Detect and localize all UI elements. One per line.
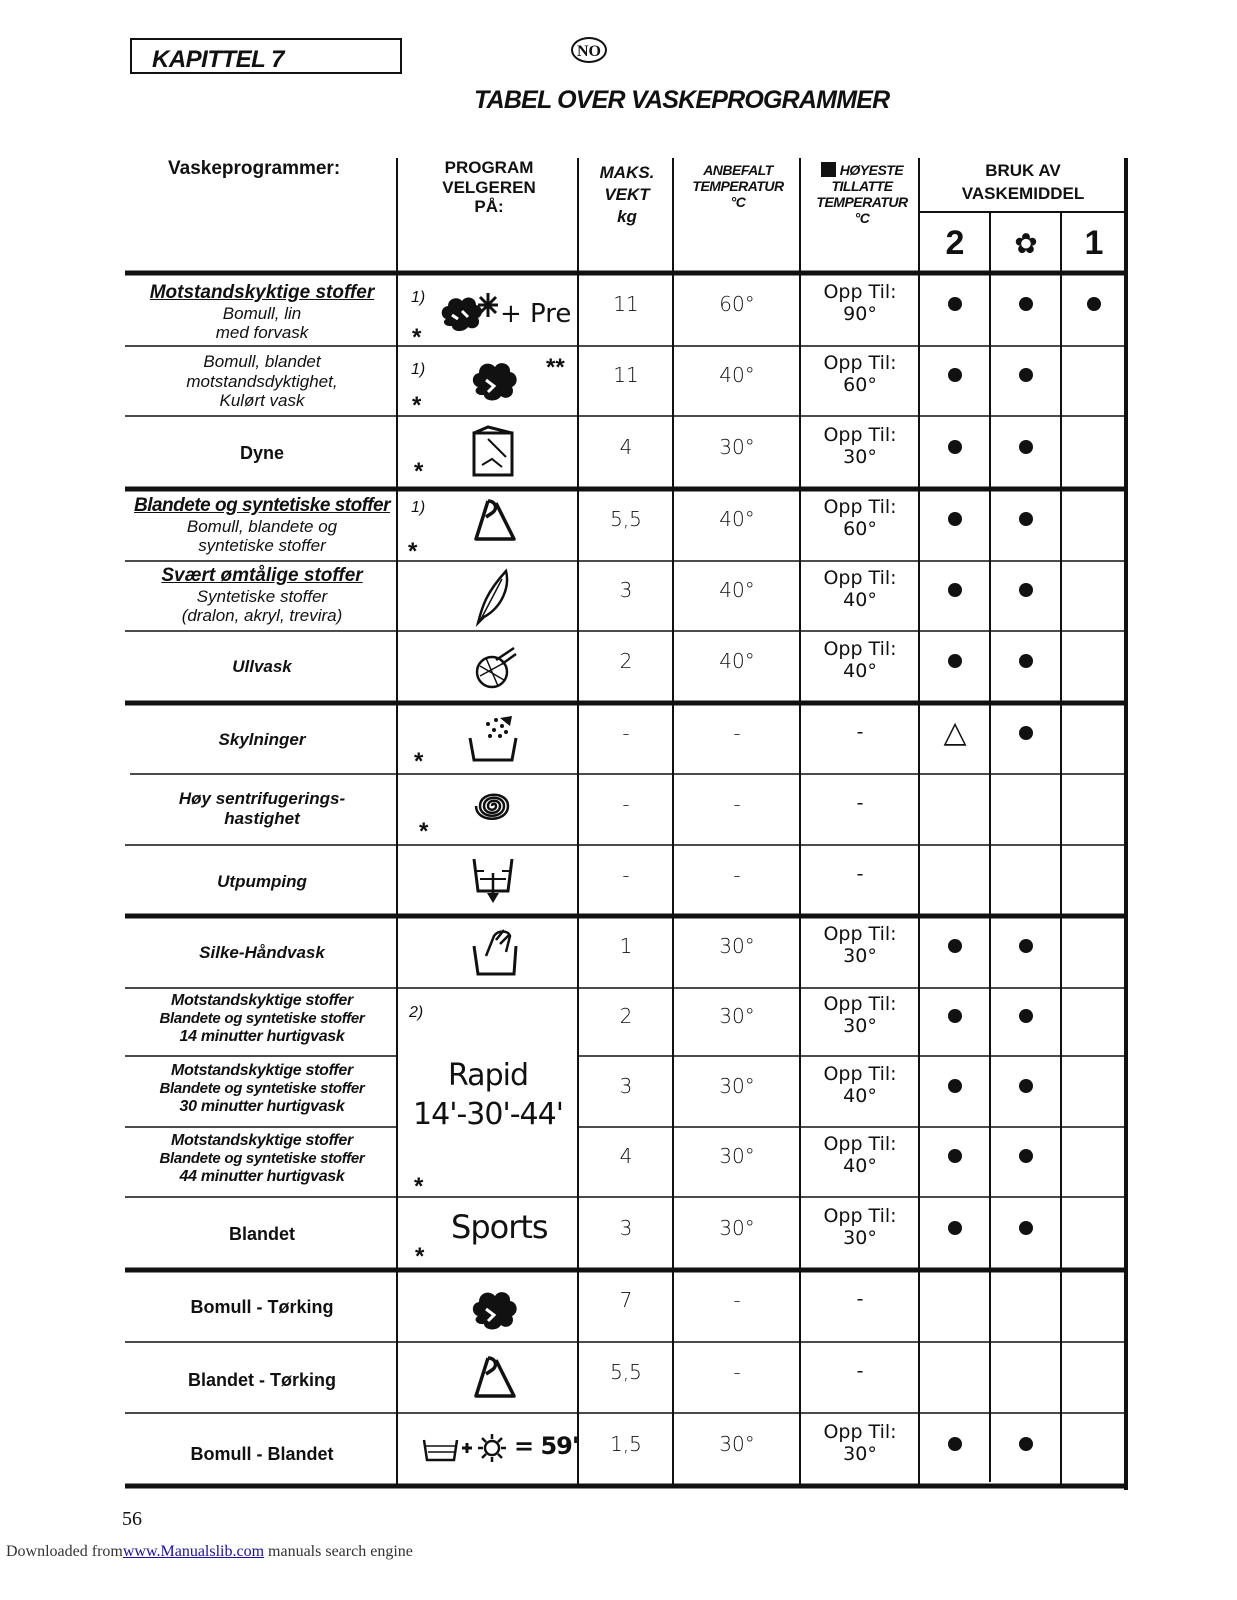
detergent-cell	[920, 631, 990, 691]
detergent-cell	[920, 774, 990, 833]
detergent-cell	[920, 273, 990, 334]
program-line: Blandete og syntetiske stoffer	[159, 1080, 365, 1098]
detergent-cell	[991, 1270, 1061, 1330]
program-cell	[130, 1132, 394, 1186]
program-sub: med forvask	[215, 323, 309, 343]
program-title: Silke-Håndvask	[199, 943, 325, 962]
recommended-temp-cell: 30°	[719, 1004, 755, 1028]
program-line: 14 minutter hurtigvask	[179, 1027, 345, 1045]
rapid-title: Rapid	[448, 1058, 528, 1093]
recommended-temp-cell: -	[733, 862, 741, 887]
detergent-cell	[991, 489, 1061, 549]
detergent-cell	[1062, 1413, 1126, 1474]
footnote-marker: 1)	[411, 361, 426, 378]
max-temp-line: 30°	[843, 1442, 877, 1465]
max-temp-cell	[801, 1056, 919, 1115]
recommended-temp-cell: 30°	[719, 1144, 755, 1168]
country-badge: NO	[571, 37, 607, 63]
dot-mark	[1019, 939, 1033, 953]
max-temp-line: Opp Til:	[823, 1062, 897, 1085]
header-weight-line: VEKT	[604, 185, 650, 205]
header-max-line: °C	[854, 210, 870, 227]
max-temp-line: -	[856, 791, 864, 814]
detergent-cell	[1062, 631, 1126, 691]
dot-mark	[1019, 583, 1033, 597]
rinse-icon	[466, 714, 520, 766]
detergent-cell	[920, 416, 990, 477]
max-temp-line: Opp Til:	[823, 496, 897, 519]
program-line: Blandete og syntetiske stoffer	[159, 1150, 365, 1168]
cotton-icon	[470, 355, 520, 403]
feather-icon	[472, 567, 516, 627]
detergent-cell	[1062, 1127, 1126, 1185]
synthetic-dry-icon	[470, 1354, 518, 1402]
cotton-dry-icon	[470, 1284, 520, 1332]
program-cell	[130, 1062, 394, 1116]
max-temp-line: 90°	[843, 302, 877, 325]
dot-mark	[1019, 1079, 1033, 1093]
header-max-line: TEMPERATUR	[816, 194, 908, 211]
time-label: = 59'	[514, 1432, 579, 1460]
detergent-cell	[991, 1056, 1061, 1115]
detergent-cell	[991, 774, 1061, 833]
dot-mark	[1019, 1009, 1033, 1023]
detergent-cell	[991, 1413, 1061, 1474]
max-temp-cell	[801, 489, 919, 549]
detergent-cell	[991, 273, 1061, 334]
recommended-temp-cell: 30°	[719, 1215, 755, 1240]
sports-label: Sports	[451, 1208, 548, 1246]
detergent-cell	[1062, 1270, 1126, 1330]
program-cell	[130, 657, 394, 677]
header-weight-line: kg	[617, 207, 637, 227]
max-weight-cell: 7	[619, 1288, 633, 1312]
detergent-cell: △	[943, 716, 967, 749]
compartment-1: 1	[1084, 223, 1104, 262]
synthetic-icon	[470, 497, 518, 545]
star-marker: *	[415, 1243, 425, 1270]
detergent-cell	[991, 631, 1061, 691]
max-temp-cell	[801, 631, 919, 691]
recommended-temp-cell: 30°	[719, 934, 755, 958]
detergent-cell	[920, 1342, 990, 1401]
max-weight-cell: 4	[619, 434, 633, 459]
dot-mark	[1019, 368, 1033, 382]
max-weight-cell: -	[622, 791, 630, 816]
footnote-marker: 2)	[409, 1004, 424, 1021]
program-sub: Bomull, blandete og	[186, 516, 338, 536]
program-title: Bomull - Tørking	[190, 1297, 334, 1317]
max-temp-line: Opp Til:	[823, 280, 897, 303]
max-temp-line: Opp Til:	[823, 1420, 897, 1443]
max-temp-line: 40°	[843, 1084, 877, 1107]
max-temp-line: -	[856, 862, 864, 885]
rapid-label	[398, 1056, 578, 1134]
max-temp-line: Opp Til:	[823, 352, 897, 375]
detergent-cell	[920, 346, 990, 404]
program-line: Motstandskyktige stoffer	[171, 1062, 353, 1079]
program-title: Motstandskyktige stoffer	[149, 282, 375, 303]
program-title: Dyne	[239, 443, 284, 463]
detergent-cell	[991, 416, 1061, 477]
detergent-cell	[920, 988, 990, 1044]
manualslib-link[interactable]: www.Manualslib.com	[122, 1543, 265, 1560]
program-sub: (dralon, akryl, trevira)	[181, 606, 343, 626]
compartment-flower-icon: ✿	[1014, 227, 1038, 259]
max-temp-line: 60°	[843, 518, 877, 540]
detergent-cell	[1062, 489, 1126, 549]
program-cell	[130, 1297, 394, 1318]
footnote-marker: 1)	[411, 289, 426, 306]
program-cell	[130, 495, 394, 556]
dot-mark	[1019, 1437, 1033, 1451]
program-title: Høy sentrifugerings-	[178, 789, 346, 808]
header-rec-line: °C	[730, 194, 746, 211]
detergent-cell	[991, 561, 1061, 619]
header-selector-line: PÅ:	[474, 197, 504, 217]
detergent-cell	[1062, 774, 1126, 833]
dot-mark	[948, 1221, 962, 1235]
handwash-icon	[470, 926, 520, 978]
max-temp-cell	[801, 416, 919, 477]
detergent-cell	[991, 1127, 1061, 1185]
max-temp-cell	[801, 346, 919, 404]
detergent-cell	[1062, 1197, 1126, 1258]
dot-mark	[1019, 654, 1033, 668]
dot-mark	[1019, 1149, 1033, 1163]
dot-mark	[948, 1079, 962, 1093]
max-weight-cell: 2	[619, 1004, 633, 1028]
rapid-times: 14'-30'-44'	[413, 1097, 563, 1132]
program-line: Motstandskyktige stoffer	[171, 1132, 353, 1149]
dot-mark	[948, 654, 962, 668]
max-temp-cell	[801, 1197, 919, 1258]
max-temp-cell	[801, 1342, 919, 1401]
max-weight-cell: 11	[613, 363, 639, 387]
dot-mark	[1019, 297, 1033, 311]
max-temp-line: -	[856, 1359, 864, 1382]
detergent-cell	[1062, 1056, 1126, 1115]
program-title: Blandet - Tørking	[188, 1370, 336, 1390]
max-temp-line: Opp Til:	[823, 993, 897, 1016]
max-temp-line: Opp Til:	[823, 1204, 897, 1227]
max-temp-line: Opp Til:	[823, 423, 897, 446]
chapter-label: KAPITTEL 7	[152, 46, 284, 73]
detergent-cell	[1062, 916, 1126, 976]
detergent-cell	[920, 916, 990, 976]
recommended-temp-cell: -	[733, 1288, 741, 1312]
max-temp-line: -	[856, 720, 864, 743]
detergent-cell	[920, 1270, 990, 1330]
detergent-cell	[920, 561, 990, 619]
max-weight-cell: 4	[619, 1144, 633, 1168]
header-weight-line: MAKS.	[599, 163, 655, 182]
dot-mark	[1019, 440, 1033, 454]
detergent-cell	[1062, 346, 1126, 404]
program-cell	[130, 565, 394, 626]
star-marker: *	[419, 818, 429, 845]
max-weight-cell: 11	[613, 291, 639, 316]
star-marker: *	[414, 458, 424, 485]
max-temp-cell	[801, 1413, 919, 1474]
max-weight-cell: 2	[619, 649, 633, 673]
recommended-temp-cell: 40°	[719, 363, 755, 387]
max-temp-line: 40°	[843, 589, 877, 611]
recommended-temp-cell: 60°	[719, 291, 755, 316]
header-programs: Vaskeprogrammer:	[168, 158, 341, 179]
max-weight-cell: 5,5	[610, 1359, 642, 1384]
max-temp-line: -	[856, 1288, 864, 1311]
detergent-cell	[1062, 273, 1126, 334]
dot-mark	[948, 583, 962, 597]
program-title: Blandete og syntetiske stoffer	[133, 495, 390, 516]
detergent-cell	[1062, 561, 1126, 619]
star-marker: *	[412, 324, 422, 351]
header-det-line: VASKEMIDDEL	[961, 183, 1085, 203]
max-temp-line: 30°	[843, 945, 877, 967]
program-title: Utpumping	[217, 872, 307, 891]
program-line: Blandete og syntetiske stoffer	[159, 1010, 365, 1028]
dot-mark	[948, 1437, 962, 1451]
program-title: Skylninger	[218, 730, 306, 749]
max-weight-cell: 1	[619, 934, 633, 958]
recommended-temp-cell: 30°	[719, 1073, 755, 1098]
max-temp-line: 40°	[843, 660, 877, 682]
max-temp-line: 30°	[843, 1015, 877, 1037]
dot-mark	[948, 512, 962, 526]
program-title: Svært ømtålige stoffer	[161, 565, 363, 586]
max-weight-cell: 5,5	[610, 507, 642, 531]
recommended-temp-cell: 40°	[719, 649, 755, 673]
header-rec-line: ANBEFALT	[703, 162, 773, 178]
page-number: 56	[122, 1508, 142, 1530]
max-weight-cell: 3	[619, 1073, 633, 1098]
detergent-cell	[991, 988, 1061, 1044]
header-selector-line: VELGEREN	[442, 177, 536, 197]
detergent-cell	[920, 489, 990, 549]
star-marker: *	[412, 392, 422, 419]
detergent-cell	[991, 916, 1061, 976]
recommended-temp-cell: 40°	[719, 507, 755, 531]
detergent-cell	[1062, 1342, 1126, 1401]
detergent-cell	[991, 703, 1061, 762]
recommended-temp-cell: -	[733, 720, 741, 745]
detergent-cell	[991, 845, 1061, 904]
max-weight-cell: 3	[619, 578, 633, 602]
detergent-cell	[920, 845, 990, 904]
max-weight-cell: -	[622, 862, 630, 887]
header-det-line: BRUK AV	[985, 161, 1061, 180]
max-temp-cell	[801, 1270, 919, 1330]
dot-mark	[1019, 1221, 1033, 1235]
max-temp-cell	[801, 845, 919, 904]
program-sub: Bomull, lin	[222, 303, 302, 323]
page-title: TABEL OVER VASKEPROGRAMMER	[474, 86, 890, 114]
wool-icon	[472, 646, 518, 690]
detergent-cell	[920, 1413, 990, 1474]
max-temp-cell	[801, 1127, 919, 1185]
header-max-line: TILLATTE	[831, 178, 893, 195]
max-temp-cell	[801, 561, 919, 619]
max-temp-line: Opp Til:	[823, 923, 897, 946]
detergent-cell	[920, 1127, 990, 1185]
program-title: hastighet	[224, 808, 300, 828]
max-temp-cell	[801, 774, 919, 833]
detergent-cell	[991, 1197, 1061, 1258]
detergent-cell	[1062, 845, 1126, 904]
program-cell	[130, 789, 394, 828]
dot-mark	[1019, 726, 1033, 740]
max-weight-cell: -	[622, 720, 630, 745]
detergent-cell	[1062, 416, 1126, 477]
program-title: Bomull - Blandet	[190, 1444, 334, 1464]
program-title: Ullvask	[232, 657, 292, 676]
star-marker: *	[408, 538, 418, 565]
program-line: 44 minutter hurtigvask	[179, 1167, 345, 1185]
dot-mark	[948, 297, 962, 311]
footer-suffix: manuals search engine	[268, 1543, 413, 1560]
max-temp-line: 30°	[843, 1226, 877, 1249]
star-marker: *	[414, 1173, 424, 1200]
cotton-prewash-icon	[438, 289, 498, 339]
wash-plus-dry-icon	[422, 1432, 512, 1464]
max-temp-line: Opp Til:	[823, 567, 897, 590]
dot-mark	[1019, 512, 1033, 526]
detergent-cell	[1062, 703, 1126, 762]
pre-label: + Pre	[500, 299, 572, 329]
recommended-temp-cell: 30°	[719, 434, 755, 459]
program-cell	[130, 943, 394, 963]
detergent-cell	[920, 1056, 990, 1115]
detergent-cell	[991, 346, 1061, 404]
detergent-cell	[991, 1342, 1061, 1401]
dot-mark	[948, 1149, 962, 1163]
recommended-temp-cell: -	[733, 1359, 741, 1384]
duvet-icon	[468, 425, 518, 479]
program-sub: Kulørt vask	[219, 391, 305, 411]
program-cell	[130, 872, 394, 892]
program-cell	[130, 1444, 394, 1465]
footnote-marker: 1)	[411, 499, 426, 516]
dot-mark	[948, 368, 962, 382]
star-marker: *	[414, 748, 424, 775]
program-cell	[130, 730, 394, 750]
detergent-cell	[920, 1197, 990, 1258]
recommended-temp-cell: -	[733, 791, 741, 816]
program-cell	[130, 443, 394, 464]
max-weight-cell: 1,5	[610, 1431, 642, 1456]
program-cell	[130, 1224, 394, 1245]
dot-mark	[948, 939, 962, 953]
recommended-temp-cell: 40°	[719, 578, 755, 602]
star-marker: **	[546, 354, 565, 381]
recommended-temp-cell: 30°	[719, 1431, 755, 1456]
header-rec-line: TEMPERATUR	[692, 178, 784, 195]
max-temp-line: 60°	[843, 374, 877, 396]
program-cell	[130, 1370, 394, 1391]
compartment-2: 2	[945, 223, 965, 262]
download-footer	[6, 1543, 413, 1561]
program-cell	[130, 282, 394, 343]
max-temp-cell	[801, 988, 919, 1044]
dot-mark	[948, 1009, 962, 1023]
max-temp-line: 40°	[843, 1155, 877, 1177]
max-temp-cell	[801, 703, 919, 762]
program-cell	[130, 992, 394, 1046]
dot-mark	[948, 440, 962, 454]
max-temp-cell	[801, 273, 919, 334]
footer-prefix: Downloaded from	[6, 1543, 123, 1560]
drain-icon	[470, 855, 516, 907]
program-line: Motstandskyktige stoffer	[171, 992, 353, 1009]
header-max-word: HØYESTE	[839, 162, 904, 178]
max-weight-cell: 3	[619, 1215, 633, 1240]
spin-icon	[471, 785, 513, 827]
header-selector-line: PROGRAM	[444, 158, 534, 177]
dot-mark	[1087, 297, 1101, 311]
program-title: Blandet	[228, 1224, 295, 1244]
program-line: 30 minutter hurtigvask	[179, 1097, 345, 1115]
program-sub: Bomull, blandet	[203, 352, 321, 371]
max-temp-cell	[801, 916, 919, 976]
program-cell	[130, 352, 394, 411]
max-temp-line: 30°	[843, 445, 877, 468]
max-temp-line: Opp Til:	[823, 638, 897, 661]
program-sub: syntetiske stoffer	[198, 536, 326, 556]
detergent-cell	[1062, 988, 1126, 1044]
max-temp-line: Opp Til:	[823, 1133, 897, 1156]
program-sub: Syntetiske stoffer	[196, 586, 328, 606]
program-sub: motstandsdyktighet,	[186, 371, 338, 391]
